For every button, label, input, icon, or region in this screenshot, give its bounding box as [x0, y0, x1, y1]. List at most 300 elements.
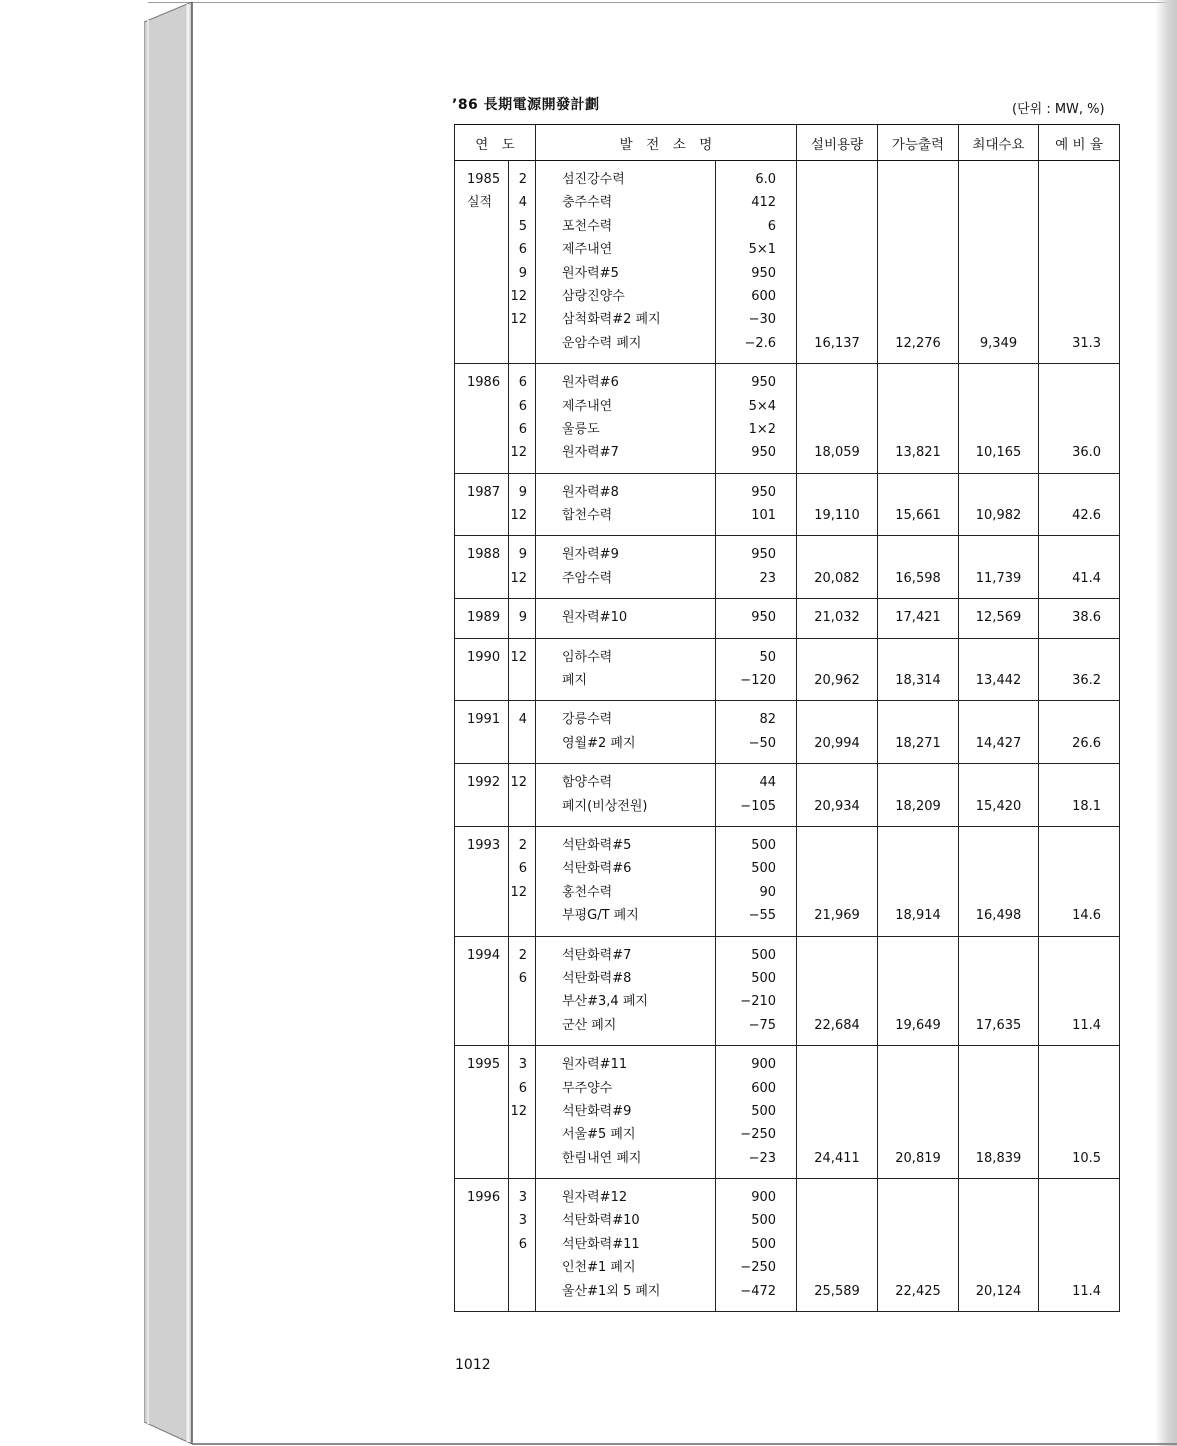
plant-name-cell-line: 섬진강수력 [562, 172, 625, 187]
plant-capacity-cell [716, 473, 797, 536]
plant-capacity-cell-line: −55 [748, 908, 777, 924]
book-page-stack [144, 2, 194, 1444]
document-title: ’86 長期電源開發計劃 [452, 97, 600, 113]
plant-capacity-cell [716, 936, 797, 1046]
capacity-cell [797, 536, 878, 599]
reserve-cell [1039, 1046, 1120, 1179]
plant-capacity-cell-line: −250 [740, 1127, 777, 1143]
year-block [455, 701, 1120, 764]
year-cell-line: 1990 [467, 649, 501, 665]
plant-capacity-cell-line: 500 [751, 861, 777, 877]
year-block [455, 764, 1120, 827]
capacity-cell-value: 21,969 [814, 908, 860, 924]
capacity-cell [797, 1046, 878, 1179]
month-cell [509, 599, 536, 638]
capacity-cell [797, 936, 878, 1046]
reserve-cell [1039, 701, 1120, 764]
month-cell-line: 2 [518, 947, 527, 963]
peak-cell [959, 764, 1039, 827]
plant-capacity-cell-line: 900 [751, 1190, 777, 1206]
plant-name-cell-line: 폐지 [562, 673, 588, 689]
reserve-cell-value: 26.6 [1072, 735, 1102, 751]
reserve-cell-value: 36.2 [1072, 673, 1102, 689]
reserve-cell-value: 11.4 [1072, 1017, 1102, 1033]
reserve-cell [1039, 764, 1120, 827]
available-cell [878, 599, 959, 638]
capacity-cell [797, 161, 878, 364]
plant-name-cell [536, 826, 716, 936]
plant-capacity-cell-line: 50 [759, 649, 777, 665]
reserve-cell-value: 41.4 [1072, 570, 1102, 586]
page-number: 1012 [455, 1357, 491, 1373]
month-cell-line: 3 [518, 1213, 527, 1229]
plant-capacity-cell [716, 638, 797, 701]
plant-name-cell-line: 부평G/T 폐지 [562, 908, 639, 924]
year-block [455, 161, 1120, 364]
month-cell-line: 12 [510, 649, 527, 665]
capacity-cell-value: 18,059 [814, 445, 860, 461]
plant-name-cell [536, 936, 716, 1046]
table-row [455, 1046, 1120, 1179]
plant-capacity-cell-line: −120 [740, 673, 777, 689]
unit-note: (단위 : MW, %) [1012, 102, 1105, 117]
reserve-cell [1039, 536, 1120, 599]
capacity-cell-value: 25,589 [814, 1283, 860, 1299]
available-cell [878, 701, 959, 764]
peak-cell-value: 9,349 [979, 335, 1018, 351]
plant-name-cell-line: 주암수력 [562, 570, 613, 586]
month-cell-line [509, 669, 535, 692]
plant-name-cell-line: 강릉수력 [562, 712, 613, 728]
month-cell-line: 9 [518, 265, 527, 281]
month-cell-line [509, 1123, 535, 1146]
year-cell [455, 161, 509, 364]
plant-capacity-cell-line: 950 [751, 484, 777, 500]
peak-cell-value: 15,420 [975, 798, 1022, 814]
header-available: 가능출력 [878, 125, 959, 161]
month-cell-line [509, 990, 535, 1013]
plant-name-cell-line: 폐지(비상전원) [562, 798, 648, 814]
table-header-row [455, 125, 1120, 161]
year-cell-line: 1995 [467, 1057, 501, 1073]
plant-name-cell-line: 제주내연 [562, 242, 613, 258]
month-cell-line: 4 [518, 712, 527, 728]
year-cell-line: 1991 [467, 712, 501, 728]
year-cell [455, 638, 509, 701]
plant-capacity-cell-line: 1×2 [748, 421, 777, 437]
capacity-cell [797, 364, 878, 474]
plant-capacity-cell [716, 364, 797, 474]
available-cell-value: 13,821 [895, 445, 941, 461]
table-row [455, 826, 1120, 936]
capacity-cell-value: 24,411 [814, 1150, 860, 1166]
peak-cell [959, 536, 1039, 599]
year-cell [455, 936, 509, 1046]
plant-capacity-cell-line: 500 [751, 1236, 777, 1252]
month-cell-line: 5 [518, 218, 527, 234]
year-block [455, 599, 1120, 638]
reserve-cell-value: 42.6 [1072, 508, 1102, 524]
plant-capacity-cell-line: 5×4 [748, 398, 777, 414]
month-cell [509, 936, 536, 1046]
plant-capacity-cell-line: 82 [759, 712, 777, 728]
year-cell [455, 1046, 509, 1179]
plant-name-cell-line: 합천수력 [562, 508, 613, 524]
plant-name-cell [536, 161, 716, 364]
table-row [455, 599, 1120, 638]
reserve-cell [1039, 936, 1120, 1046]
peak-cell-value: 12,569 [975, 610, 1022, 626]
year-cell [455, 1179, 509, 1312]
table-row [455, 473, 1120, 536]
available-cell [878, 536, 959, 599]
month-cell [509, 1046, 536, 1179]
plant-name-cell-line: 충주수력 [562, 195, 613, 211]
plant-name-cell-line: 원자력#6 [562, 375, 619, 391]
year-block [455, 364, 1120, 474]
header-reserve: 예 비 율 [1039, 125, 1120, 161]
plant-name-cell [536, 1046, 716, 1179]
year-block [455, 638, 1120, 701]
plant-name-cell [536, 536, 716, 599]
plant-capacity-cell [716, 161, 797, 364]
year-block [455, 1179, 1120, 1312]
month-cell-line: 2 [518, 837, 527, 853]
capacity-cell-value: 20,934 [814, 798, 860, 814]
reserve-cell-value: 31.3 [1072, 335, 1102, 351]
plant-name-cell-line: 원자력#10 [562, 610, 628, 626]
year-cell [455, 473, 509, 536]
year-block [455, 1046, 1120, 1179]
available-cell-value: 15,661 [895, 508, 941, 524]
plant-name-cell-line: 원자력#9 [562, 547, 619, 563]
month-cell-line: 6 [518, 375, 527, 391]
table-row [455, 638, 1120, 701]
year-cell [455, 826, 509, 936]
table-row [455, 764, 1120, 827]
month-cell-line: 6 [518, 1236, 527, 1252]
capacity-cell [797, 826, 878, 936]
peak-cell [959, 701, 1039, 764]
capacity-cell-value: 21,032 [814, 610, 860, 626]
month-cell [509, 826, 536, 936]
plant-name-cell-line: 원자력#11 [562, 1057, 628, 1073]
plant-capacity-cell [716, 764, 797, 827]
plant-capacity-cell-line: 950 [751, 265, 777, 281]
reserve-cell [1039, 1179, 1120, 1312]
plant-name-cell-line: 원자력#8 [562, 484, 619, 500]
plant-name-cell-line: 홍천수력 [562, 884, 613, 900]
year-cell-line: 1985 [467, 172, 501, 187]
plant-capacity-cell-line: −23 [748, 1150, 777, 1166]
year-block [455, 536, 1120, 599]
plant-name-cell-line: 운암수력 폐지 [562, 335, 642, 351]
month-cell-line: 6 [518, 970, 527, 986]
plant-name-cell-line: 울산#1외 5 폐지 [562, 1283, 661, 1299]
available-cell [878, 473, 959, 536]
reserve-cell [1039, 364, 1120, 474]
plant-capacity-cell-line: 500 [751, 1213, 777, 1229]
plant-name-cell-line: 울릉도 [562, 421, 600, 437]
plant-name-cell-line: 인천#1 폐지 [562, 1260, 636, 1276]
month-cell [509, 364, 536, 474]
peak-cell-value: 17,635 [975, 1017, 1022, 1033]
available-cell [878, 638, 959, 701]
capacity-cell-value: 20,962 [814, 673, 860, 689]
plant-capacity-cell [716, 536, 797, 599]
reserve-cell-value: 14.6 [1072, 908, 1102, 924]
plant-name-cell-line: 석탄화력#11 [562, 1236, 640, 1252]
table-row [455, 701, 1120, 764]
capacity-cell [797, 473, 878, 536]
plant-capacity-cell-line: −2.6 [744, 335, 777, 351]
plant-name-cell-line: 한림내연 폐지 [562, 1150, 642, 1166]
plant-capacity-cell-line: −250 [740, 1260, 777, 1276]
year-block [455, 473, 1120, 536]
available-cell [878, 364, 959, 474]
month-cell-line: 4 [518, 195, 527, 211]
header-peak: 최대수요 [959, 125, 1039, 161]
header-year: 연 도 [455, 125, 536, 161]
table-row [455, 364, 1120, 474]
month-cell-line [509, 1014, 535, 1037]
available-cell-value: 18,914 [895, 908, 941, 924]
page-bottom-edge [192, 1443, 1177, 1445]
table-row [455, 1179, 1120, 1312]
month-cell-line: 9 [518, 484, 527, 500]
available-cell [878, 1046, 959, 1179]
plant-name-cell-line: 서울#5 폐지 [562, 1127, 636, 1143]
reserve-cell-value: 10.5 [1072, 1150, 1102, 1166]
available-cell [878, 1179, 959, 1312]
plant-capacity-cell-line: 600 [751, 288, 777, 304]
plant-capacity-cell-line: −105 [740, 798, 777, 814]
year-cell-line: 1994 [467, 947, 501, 963]
plant-capacity-cell [716, 1046, 797, 1179]
plant-name-cell-line: 원자력#12 [562, 1190, 628, 1206]
plant-capacity-cell-line: 5×1 [748, 242, 777, 258]
peak-cell [959, 161, 1039, 364]
available-cell [878, 826, 959, 936]
table-row [455, 936, 1120, 1046]
month-cell [509, 161, 536, 364]
plant-capacity-cell-line: 6.0 [755, 172, 777, 187]
plant-capacity-cell-line: 500 [751, 947, 777, 963]
plant-name-cell-line: 석탄화력#6 [562, 861, 632, 877]
plant-capacity-cell-line: 101 [751, 508, 777, 524]
peak-cell [959, 1179, 1039, 1312]
month-cell-line: 2 [518, 172, 527, 187]
plant-capacity-cell-line: 950 [751, 445, 777, 461]
plant-capacity-cell-line: 500 [751, 970, 777, 986]
power-plan-table [454, 124, 1120, 1312]
month-cell-line [509, 1147, 535, 1170]
month-cell-line: 6 [518, 1080, 527, 1096]
plant-capacity-cell-line: −30 [748, 312, 777, 328]
reserve-cell-value: 36.0 [1072, 445, 1102, 461]
page-right-shadow [1155, 0, 1177, 1446]
plant-capacity-cell-line: −472 [740, 1283, 777, 1299]
year-cell-line: 1986 [467, 375, 501, 391]
capacity-cell [797, 1179, 878, 1312]
month-cell [509, 1179, 536, 1312]
peak-cell-value: 11,739 [975, 570, 1022, 586]
plant-capacity-cell-line: 6 [767, 218, 777, 234]
peak-cell-value: 20,124 [975, 1283, 1022, 1299]
month-cell [509, 473, 536, 536]
month-cell-line [509, 1280, 535, 1303]
month-cell-line: 3 [518, 1057, 527, 1073]
capacity-cell-value: 16,137 [814, 335, 860, 351]
month-cell [509, 536, 536, 599]
peak-cell-value: 14,427 [975, 735, 1022, 751]
plant-name-cell-line: 함양수력 [562, 775, 613, 791]
plant-name-cell-line: 삼랑진양수 [562, 288, 625, 304]
month-cell-line: 12 [510, 508, 527, 524]
month-cell-line: 12 [510, 312, 527, 328]
plant-capacity-cell [716, 701, 797, 764]
plant-name-cell-line: 석탄화력#10 [562, 1213, 640, 1229]
plant-name-cell [536, 638, 716, 701]
plant-name-cell-line: 제주내연 [562, 398, 613, 414]
capacity-cell-value: 22,684 [814, 1017, 860, 1033]
month-cell-line: 12 [510, 288, 527, 304]
peak-cell-value: 18,839 [975, 1150, 1022, 1166]
plant-capacity-cell-line: 950 [751, 610, 777, 626]
plant-capacity-cell [716, 1179, 797, 1312]
header-capacity: 설비용량 [797, 125, 878, 161]
plant-capacity-cell-line: −210 [740, 994, 777, 1010]
year-cell [455, 599, 509, 638]
available-cell-value: 22,425 [895, 1283, 941, 1299]
month-cell-line: 12 [510, 445, 527, 461]
available-cell [878, 161, 959, 364]
month-cell-line: 9 [518, 547, 527, 563]
plant-capacity-cell-line: 90 [759, 884, 777, 900]
month-cell-line: 6 [518, 861, 527, 877]
plant-capacity-cell [716, 826, 797, 936]
reserve-cell-value: 18.1 [1072, 798, 1102, 814]
plant-name-cell-line: 석탄화력#9 [562, 1103, 632, 1119]
plant-capacity-cell-line: 412 [751, 195, 777, 211]
table-row [455, 161, 1120, 364]
year-cell-line: 1988 [467, 547, 501, 563]
peak-cell [959, 638, 1039, 701]
plant-name-cell [536, 599, 716, 638]
available-cell-value: 16,598 [895, 570, 941, 586]
plant-capacity-cell [716, 599, 797, 638]
plant-capacity-cell-line: 500 [751, 837, 777, 853]
month-cell-line: 12 [510, 1103, 527, 1119]
peak-cell-value: 13,442 [975, 673, 1022, 689]
month-cell-line: 3 [518, 1190, 527, 1206]
plant-capacity-cell-line: −50 [748, 735, 777, 751]
year-cell-line: 1987 [467, 484, 501, 500]
year-cell-line: 1993 [467, 837, 501, 853]
plant-name-cell-line: 원자력#5 [562, 265, 619, 281]
page-top-edge [148, 2, 1177, 3]
peak-cell [959, 826, 1039, 936]
plant-name-cell-line: 영월#2 폐지 [562, 735, 636, 751]
plant-capacity-cell-line: 600 [751, 1080, 777, 1096]
available-cell-value: 19,649 [895, 1017, 941, 1033]
year-cell [455, 764, 509, 827]
year-cell [455, 364, 509, 474]
plant-name-cell-line: 군산 폐지 [562, 1017, 617, 1033]
peak-cell-value: 10,165 [975, 445, 1022, 461]
month-cell-line: 9 [518, 610, 527, 626]
available-cell-value: 18,209 [895, 798, 941, 814]
capacity-cell [797, 638, 878, 701]
capacity-cell-value: 20,082 [814, 570, 860, 586]
month-cell-line: 6 [518, 398, 527, 414]
plant-capacity-cell-line: 900 [751, 1057, 777, 1073]
table-row [455, 536, 1120, 599]
month-cell-line: 6 [518, 421, 527, 437]
year-cell-line: 1996 [467, 1190, 501, 1206]
year-cell-line: 1992 [467, 775, 501, 791]
month-cell [509, 638, 536, 701]
plant-name-cell-line: 부산#3,4 폐지 [562, 994, 648, 1010]
plant-name-cell [536, 1179, 716, 1312]
peak-cell [959, 364, 1039, 474]
capacity-cell-value: 19,110 [814, 508, 860, 524]
reserve-cell [1039, 826, 1120, 936]
header-plant: 발 전 소 명 [536, 125, 797, 161]
reserve-cell [1039, 599, 1120, 638]
month-cell-line: 12 [510, 884, 527, 900]
month-cell-line [509, 904, 535, 927]
available-cell [878, 764, 959, 827]
plant-name-cell-line: 석탄화력#7 [562, 947, 632, 963]
plant-name-cell-line: 원자력#7 [562, 445, 619, 461]
plant-capacity-cell-line: −75 [748, 1017, 777, 1033]
year-block [455, 826, 1120, 936]
capacity-cell [797, 764, 878, 827]
month-cell-line [509, 732, 535, 755]
year-cell-line: 1989 [467, 610, 501, 626]
peak-cell-value: 10,982 [975, 508, 1022, 524]
reserve-cell-value: 38.6 [1072, 610, 1102, 626]
plant-capacity-cell-line: 500 [751, 1103, 777, 1119]
month-cell-line: 12 [510, 775, 527, 791]
peak-cell [959, 936, 1039, 1046]
plant-name-cell [536, 473, 716, 536]
reserve-cell [1039, 473, 1120, 536]
plant-name-cell [536, 764, 716, 827]
plant-capacity-cell-line: 950 [751, 375, 777, 391]
month-cell-line: 6 [518, 242, 527, 258]
peak-cell-value: 16,498 [975, 908, 1022, 924]
plant-name-cell-line: 임하수력 [562, 649, 613, 665]
month-cell [509, 701, 536, 764]
plant-name-cell-line: 석탄화력#5 [562, 837, 632, 853]
plant-name-cell [536, 701, 716, 764]
year-block [455, 936, 1120, 1046]
reserve-cell [1039, 638, 1120, 701]
available-cell-value: 20,819 [895, 1150, 941, 1166]
peak-cell [959, 473, 1039, 536]
year-cell-line: 실적 [467, 195, 493, 211]
plant-capacity-cell-line: 950 [751, 547, 777, 563]
month-cell [509, 764, 536, 827]
plant-capacity-cell-line: 23 [759, 570, 777, 586]
plant-name-cell-line: 석탄화력#8 [562, 970, 632, 986]
year-cell [455, 536, 509, 599]
available-cell-value: 18,314 [895, 673, 941, 689]
year-cell [455, 701, 509, 764]
available-cell-value: 17,421 [895, 610, 941, 626]
